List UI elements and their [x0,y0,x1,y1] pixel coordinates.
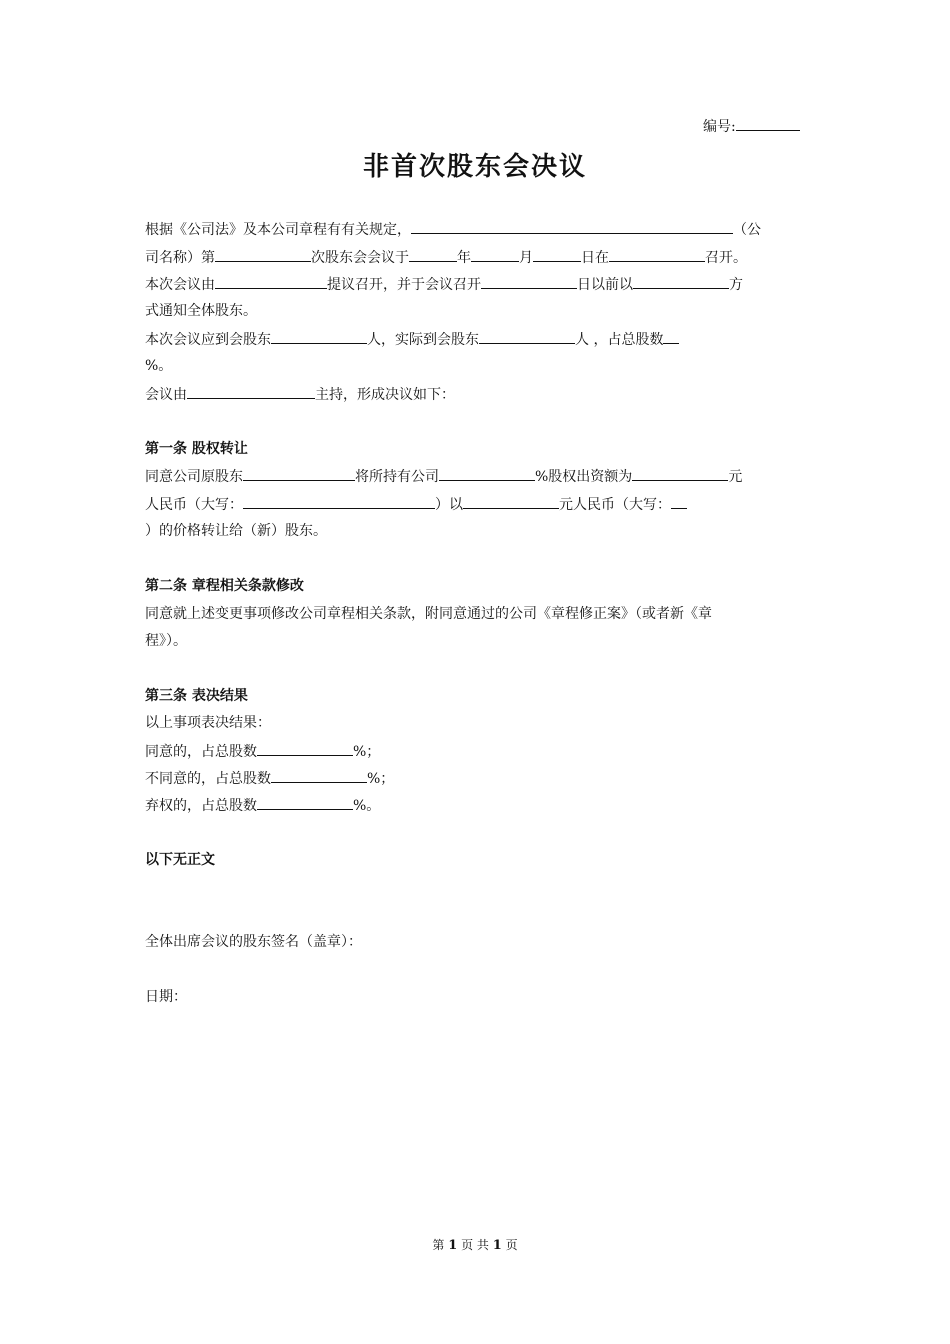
equity-percent-blank[interactable] [439,466,535,481]
article-1-heading: 第一条 股权转让 [145,441,248,457]
approve-percent-blank[interactable] [257,741,353,756]
intro-line-1: 根据《公司法》及本公司章程有有关规定， （公 [145,219,761,240]
intro-line-7: 会议由 主持，形成决议如下： [145,384,455,405]
vote-abstain-line: 弃权的，占总股数 %。 [145,795,380,816]
serial-number [703,116,800,136]
article-3-line-1: 以上事项表决结果： [145,715,271,731]
article-1-line-2: 人民币（大写： ）以 元人民币（大写： [145,494,687,515]
document-title: 非首次股东会决议 [362,152,587,182]
serial-label: 编号: [703,119,736,135]
original-shareholder-blank[interactable] [243,466,355,481]
vote-oppose-line: 不同意的，占总股数 %； [145,768,394,789]
notice-days-blank[interactable] [481,274,577,289]
article-2-heading: 第二条 章程相关条款修改 [145,578,304,594]
year-blank[interactable] [409,247,457,262]
meeting-number-blank[interactable] [215,247,311,262]
serial-blank[interactable] [736,116,800,131]
intro-line-6: %。 [145,358,173,374]
end-text: 以下无正文 [145,852,215,868]
expected-shareholders-blank[interactable] [271,329,367,344]
price-words-blank[interactable] [671,494,687,509]
article-3-heading: 第三条 表决结果 [145,688,248,704]
article-1-line-1: 同意公司原股东 将所持有公司 %股权出资额为 元 [145,466,742,487]
oppose-percent-blank[interactable] [271,768,367,783]
signature-label: 全体出席会议的股东签名（盖章）： [145,934,362,950]
chair-blank[interactable] [187,384,315,399]
date-label: 日期： [145,989,187,1005]
capital-amount-blank[interactable] [632,466,728,481]
proposer-blank[interactable] [215,274,327,289]
actual-shareholders-blank[interactable] [479,329,575,344]
day-blank[interactable] [533,247,581,262]
abstain-percent-blank[interactable] [257,795,353,810]
notice-method-blank[interactable] [633,274,729,289]
month-blank[interactable] [471,247,519,262]
page-footer: 第 1 页 共 1 页 [432,1238,518,1253]
share-percent-blank[interactable] [663,329,679,344]
company-name-blank[interactable] [411,219,733,234]
article-2-line-2: 程》）。 [145,633,187,649]
location-blank[interactable] [609,247,705,262]
intro-line-5: 本次会议应到会股东 人，实际到会股东 人 ，占总股数 [145,329,679,350]
vote-approve-line: 同意的，占总股数 %； [145,741,380,762]
intro-line-3: 本次会议由 提议召开，并于会议召开 日以前以 方 [145,274,743,295]
article-2-line-1: 同意就上述变更事项修改公司章程相关条款，附同意通过的公司《章程修正案》（或者新《章 [145,606,712,622]
capital-amount-words-blank[interactable] [243,494,435,509]
price-blank[interactable] [463,494,559,509]
article-1-line-3: ）的价格转让给（新）股东。 [145,523,327,539]
intro-line-2: 司名称）第 次股东会会议于 年 月 日在 召开。 [145,247,747,268]
intro-line-4: 式通知全体股东。 [145,303,257,319]
